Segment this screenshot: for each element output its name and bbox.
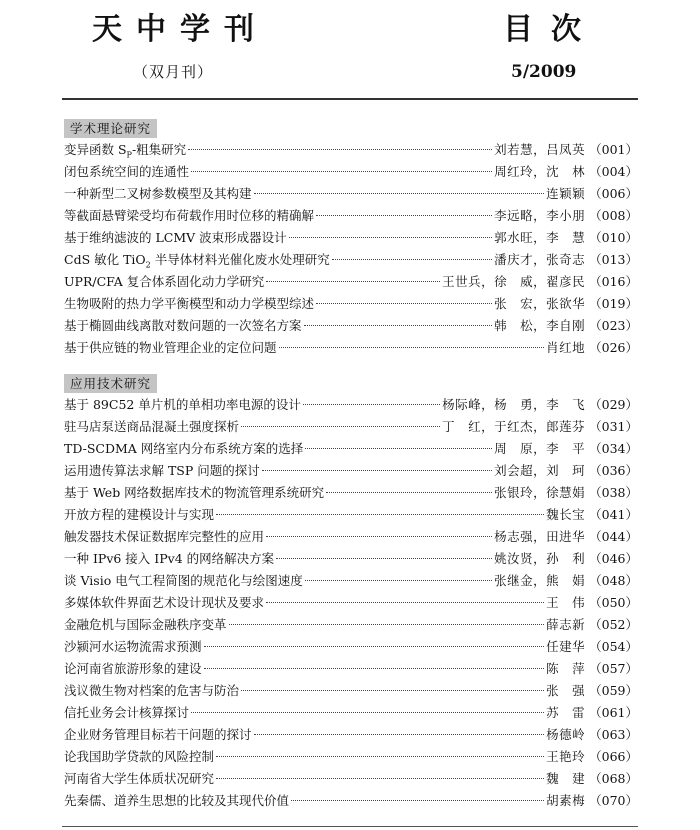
entry-authors: 张 强 — [546, 683, 586, 698]
entry-authors: 杨德岭 — [546, 727, 586, 742]
entry-authors: 胡素梅 — [546, 793, 586, 808]
leader-dots — [316, 303, 492, 304]
section-header-theory: 学术理论研究 — [64, 119, 157, 138]
entry-page: （029） — [589, 397, 638, 412]
leader-dots — [303, 404, 440, 405]
entry-title: 论河南省旅游形象的建设 — [64, 661, 202, 676]
entry-title — [64, 249, 330, 271]
entry-page: （048） — [589, 573, 638, 588]
entry-page: （057） — [589, 661, 638, 676]
entry-authors: 杨际峰，杨 勇，李 飞 — [442, 397, 586, 412]
leader-dots — [204, 646, 545, 647]
leader-dots — [216, 778, 544, 779]
entry-page: （036） — [589, 463, 638, 478]
leader-dots — [332, 259, 492, 260]
entry-authors: 王世兵，徐 威，翟彦民 — [442, 274, 586, 289]
leader-dots — [266, 536, 492, 537]
entry-page: （004） — [589, 164, 638, 179]
toc-entry[interactable] — [64, 183, 638, 205]
header-rule — [62, 98, 638, 100]
entry-page: （070） — [589, 793, 638, 808]
entry-authors: 王 伟 — [546, 595, 586, 610]
leader-dots — [305, 580, 492, 581]
entry-authors: 韩 松，李自刚 — [494, 318, 586, 333]
leader-dots — [279, 347, 545, 348]
entry-title: 生物吸附的热力学平衡模型和动力学模型综述 — [64, 296, 315, 311]
toc-entry[interactable] — [64, 504, 638, 526]
toc-entry[interactable] — [64, 438, 638, 460]
entry-authors: 刘会超，刘 珂 — [494, 463, 586, 478]
entry-page: （031） — [589, 419, 638, 434]
entry-authors: 丁 红，于红杰，郎莲芬 — [442, 419, 586, 434]
entry-title: 金融危机与国际金融秩序变革 — [64, 617, 227, 632]
journal-title: 天中学刊 — [92, 12, 268, 47]
toc-title: 目次 — [503, 12, 599, 47]
entry-page: （016） — [589, 274, 638, 289]
entry-page: （006） — [589, 186, 638, 201]
toc-entry[interactable] — [64, 161, 638, 183]
entry-title: 等截面悬臂梁受均布荷载作用时位移的精确解 — [64, 208, 315, 223]
entry-page: （034） — [589, 441, 638, 456]
entry-page: （068） — [589, 771, 638, 786]
entry-page: （026） — [589, 340, 638, 355]
entry-authors: 姚汝贤，孙 利 — [494, 551, 586, 566]
entry-title: 基于供应链的物业管理企业的定位问题 — [64, 340, 277, 355]
toc-entry[interactable] — [64, 293, 638, 315]
title-sp-rest: 粗集研究 — [136, 142, 187, 157]
toc-entry[interactable] — [64, 636, 638, 658]
publication-frequency: （双月刊） — [133, 63, 214, 81]
entry-authors: 张 宏，张欲华 — [494, 296, 586, 311]
leader-dots — [262, 470, 492, 471]
entry-authors: 郭水旺，李 慧 — [494, 230, 586, 245]
leader-dots — [276, 558, 492, 559]
toc-entry[interactable] — [64, 271, 638, 293]
entry-title: 企业财务管理目标若干问题的探讨 — [64, 727, 252, 742]
title-tio2-rest: 半导体材料光催化废水处理研究 — [150, 252, 330, 267]
entry-page: （010） — [589, 230, 638, 245]
toc-entry[interactable] — [64, 790, 638, 812]
issue-number: 5/2009 — [511, 62, 577, 82]
entry-authors: 任建华 — [546, 639, 586, 654]
entry-page: （066） — [589, 749, 638, 764]
entry-authors: 肖红地 — [546, 340, 586, 355]
entry-authors: 薛志新 — [546, 617, 586, 632]
toc-entry[interactable] — [64, 315, 638, 337]
entry-authors: 王艳玲 — [546, 749, 586, 764]
toc-entry[interactable] — [64, 394, 638, 416]
entry-page: （038） — [589, 485, 638, 500]
footer-rule — [62, 826, 638, 827]
toc-entry[interactable] — [64, 249, 638, 271]
entry-authors: 陈 萍 — [546, 661, 586, 676]
toc-entry[interactable] — [64, 139, 638, 161]
entry-authors: 连颖颖 — [546, 186, 586, 201]
entry-title: 基于 89C52 单片机的单相功率电源的设计 — [64, 397, 301, 412]
toc-entry[interactable] — [64, 592, 638, 614]
toc-entry[interactable] — [64, 746, 638, 768]
leader-dots — [191, 712, 544, 713]
leader-dots — [254, 734, 545, 735]
entry-authors: 周红玲，沈 林 — [494, 164, 586, 179]
entry-authors: 张继金，熊 娟 — [494, 573, 586, 588]
toc-entry[interactable] — [64, 702, 638, 724]
entry-page: （023） — [589, 318, 638, 333]
toc-entry[interactable] — [64, 724, 638, 746]
entry-title: 基于 Web 网络数据库技术的物流管理系统研究 — [64, 485, 325, 500]
entry-title: 闭包系统空间的连通性 — [64, 164, 190, 179]
entry-authors: 张银玲，徐慧娟 — [494, 485, 586, 500]
entry-title: 先秦儒、道养生思想的比较及其现代价值 — [64, 793, 290, 808]
entry-title: 一种新型二叉树参数模型及其构建 — [64, 186, 252, 201]
entry-authors: 魏长宝 — [546, 507, 586, 522]
entry-page: （061） — [589, 705, 638, 720]
entry-page: （001） — [589, 142, 638, 157]
entry-page: （054） — [589, 639, 638, 654]
entry-title: 开放方程的建模设计与实现 — [64, 507, 215, 522]
toc-entry[interactable] — [64, 337, 638, 359]
toc-entry[interactable] — [64, 570, 638, 592]
toc-entry[interactable] — [64, 680, 638, 702]
leader-dots — [241, 690, 544, 691]
entry-page: （046） — [589, 551, 638, 566]
toc-entry[interactable] — [64, 658, 638, 680]
entry-page: （050） — [589, 595, 638, 610]
entry-title: TD-SCDMA 网络室内分布系统方案的选择 — [64, 441, 304, 456]
entry-title: 运用遗传算法求解 TSP 问题的探讨 — [64, 463, 260, 478]
entry-authors: 潘庆才，张奇志 — [494, 252, 586, 267]
leader-dots — [289, 237, 492, 238]
leader-dots — [241, 426, 440, 427]
entry-title: 驻马店泵送商品混凝土强度探析 — [64, 419, 240, 434]
leader-dots — [305, 448, 492, 449]
entry-title: 浅议微生物对档案的危害与防治 — [64, 683, 240, 698]
toc-entry[interactable] — [64, 526, 638, 548]
entry-page: （008） — [589, 208, 638, 223]
leader-dots — [316, 215, 492, 216]
title-tio2-prefix: CdS 敏化 TiO$_2$ — [64, 252, 151, 270]
entry-title: 基于椭圆曲线离散对数问题的一次签名方案 — [64, 318, 302, 333]
leader-dots — [266, 281, 440, 282]
leader-dots — [188, 149, 492, 150]
leader-dots — [254, 193, 545, 194]
leader-dots — [326, 492, 492, 493]
leader-dots — [304, 325, 493, 326]
leader-dots — [216, 514, 544, 515]
toc-entry[interactable] — [64, 614, 638, 636]
toc-entry[interactable] — [64, 768, 638, 790]
entry-title: UPR/CFA 复合体系固化动力学研究 — [64, 274, 265, 289]
leader-dots — [229, 624, 545, 625]
section-header-applied: 应用技术研究 — [64, 374, 157, 393]
entry-page: （063） — [589, 727, 638, 742]
entry-title: 信托业务会计核算探讨 — [64, 705, 190, 720]
entry-page: （041） — [589, 507, 638, 522]
entry-authors: 刘若慧，吕凤英 — [494, 142, 586, 157]
entry-title: 一种 IPv6 接入 IPv4 的网络解决方案 — [64, 551, 275, 566]
leader-dots — [266, 602, 544, 603]
toc-entry[interactable] — [64, 205, 638, 227]
entry-page: （044） — [589, 529, 638, 544]
entry-title: 基于维纳滤波的 LCMV 波束形成器设计 — [64, 230, 287, 245]
entry-title: 谈 Visio 电气工程简图的规范化与绘图速度 — [64, 573, 303, 588]
entry-page: （019） — [589, 296, 638, 311]
entry-authors: 李远略，李小朋 — [494, 208, 586, 223]
entry-title — [64, 139, 186, 161]
toc-entry[interactable] — [64, 548, 638, 570]
toc-entry[interactable] — [64, 227, 638, 249]
toc-entry[interactable] — [64, 460, 638, 482]
leader-dots — [291, 800, 544, 801]
entry-authors: 杨志强，田进华 — [494, 529, 586, 544]
leader-dots — [204, 668, 545, 669]
leader-dots — [216, 756, 544, 757]
entry-authors: 周 原，李 平 — [494, 441, 586, 456]
title-sp-prefix: 变异函数 $S_P-$ — [64, 142, 137, 160]
entry-title: 河南省大学生体质状况研究 — [64, 771, 215, 786]
entry-page: （059） — [589, 683, 638, 698]
entry-authors: 魏 建 — [546, 771, 586, 786]
entry-page: （013） — [589, 252, 638, 267]
leader-dots — [191, 171, 492, 172]
entry-title: 沙颍河水运物流需求预测 — [64, 639, 202, 654]
toc-entry[interactable] — [64, 482, 638, 504]
entry-title: 多媒体软件界面艺术设计现状及要求 — [64, 595, 265, 610]
entry-page: （052） — [589, 617, 638, 632]
entry-title: 触发器技术保证数据库完整性的应用 — [64, 529, 265, 544]
toc-entry[interactable] — [64, 416, 638, 438]
entry-authors: 苏 雷 — [546, 705, 586, 720]
entry-title: 论我国助学贷款的风险控制 — [64, 749, 215, 764]
